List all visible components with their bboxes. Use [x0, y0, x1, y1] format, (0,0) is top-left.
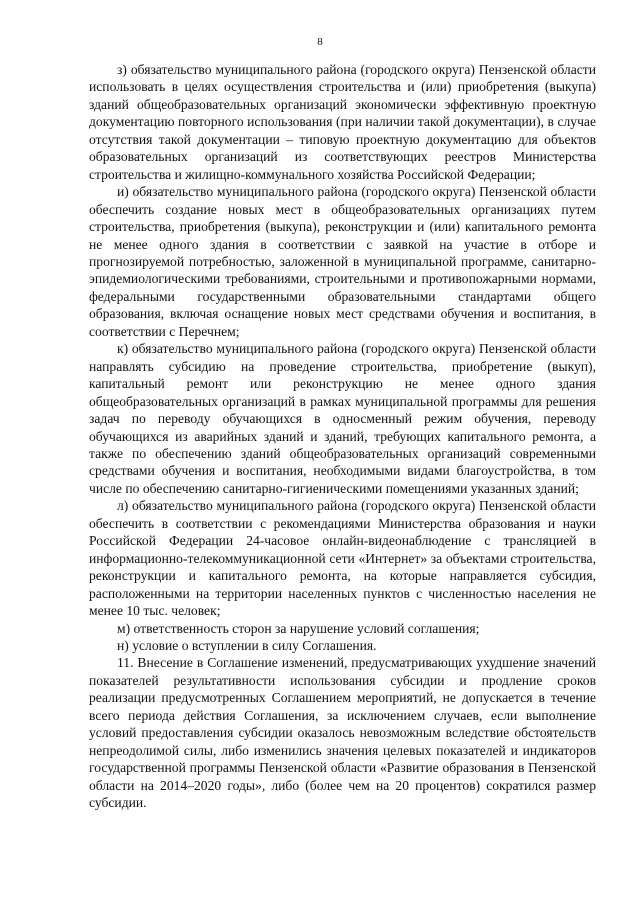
- paragraph-l: л) обязательство муниципального района (городского округа) Пензенской области обеспечить в соответствии с рекомендациями Министерства образования и науки Российской Федерации 24-часовое онлайн-видеонаблюдение с трансляцией в информационно-телекоммуникационной сети «Интернет» за объектами строительства, реконструкции и капитального ремонта, на которые направляется субсидия, расположенными на территории населенных пунктов с численностью населения не менее 10 тыс. человек;: [89, 498, 596, 619]
- document-body: [89, 61, 596, 811]
- paragraph-m: м) ответственность сторон за нарушение условий соглашения;: [117, 620, 480, 636]
- paragraph-11: 11. Внесение в Соглашение изменений, предусматривающих ухудшение значений показателей результативности использования субсидии и продление сроков реализации предусмотренных Соглашением мероприятий, не допускается в течение всего периода действия Соглашения, за исключением случаев, если выполнение условий предоставления субсидии оказалось невозможным вследствие обстоятельств непреодолимой силы, либо изменились значения целевых показателей и индикаторов государственной программы Пензенской области «Развитие образования в Пензенской области на 2014–2020 годы», либо (более чем на 20 процентов) сократился размер субсидии.: [89, 655, 596, 811]
- paragraph-i: и) обязательство муниципального района (городского округа) Пензенской области обеспечить создание новых мест в общеобразовательных организациях путем строительства, приобретения (выкупа), реконструкции и (или) капитального ремонта не менее одного здания в соответствии с заявкой на участие в отборе и прогнозируемой потребностью, заложенной в муниципальной программе, санитарно-эпидемиологическими требованиями, строительными и противопожарными нормами, федеральными государственными образовательными стандартами общего образования, включая оснащение новых мест средствами обучения и воспитания, в соответствии с Перечнем;: [89, 184, 596, 339]
- paragraph-n: н) условие о вступлении в силу Соглашения.: [117, 637, 377, 653]
- page-number: 8: [317, 36, 323, 48]
- paragraph-k: к) обязательство муниципального района (городского округа) Пензенской области направлять субсидию на проведение строительства, приобретение (выкуп), капитальный ремонт или реконструкцию не менее одного здания общеобразовательных организаций в рамках муниципальной программы для решения задач по переводу обучающихся в односменный режим обучения, переводу обучающихся из аварийных зданий и зданий, требующих капитального ремонта, а также по обеспечению зданий общеобразовательных организаций современными средствами обучения и воспитания, необходимыми видами благоустройства, в том числе по обеспечению санитарно-гигиеническими помещениями указанных зданий;: [89, 341, 596, 496]
- paragraph-z: з) обязательство муниципального района (городского округа) Пензенской области использовать в целях осуществления строительства и (или) приобретения (выкупа) зданий общеобразовательных организаций экономически эффективную проектную документацию повторного использования (при наличии такой документации), в случае отсутствия такой документации – типовую проектную документацию для объектов образовательных организаций из соответствующих реестров Министерства строительства и жилищно-коммунального хозяйства Российской Федерации;: [89, 62, 596, 182]
